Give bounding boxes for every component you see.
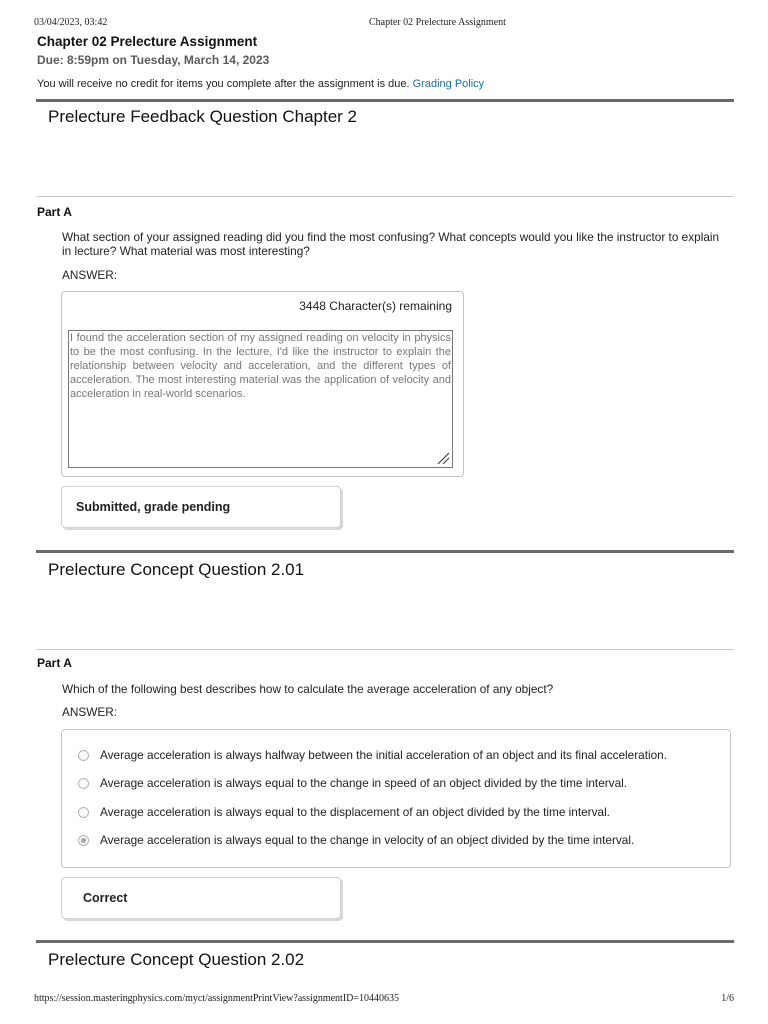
answer-label: ANSWER: — [62, 705, 118, 719]
choice-text: Average acceleration is always halfway between the initial acceleration of an object and its final acceleration. — [100, 748, 668, 762]
choice-text: Average acceleration is always equal to the displacement of an object divided by the time interval. — [100, 805, 610, 819]
answer-box — [61, 291, 464, 477]
resize-handle-icon[interactable] — [436, 451, 450, 465]
part-label: Part A — [37, 205, 72, 219]
status-text: Submitted, grade pending — [76, 500, 231, 514]
credit-note — [37, 78, 484, 90]
assignment-title: Chapter 02 Prelecture Assignment — [37, 34, 258, 49]
status-card — [61, 877, 341, 919]
page-number: 1/6 — [721, 993, 734, 1004]
question-title: Prelecture Feedback Question Chapter 2 — [48, 107, 358, 126]
due-date: Due: 8:59pm on Tuesday, March 14, 2023 — [37, 53, 270, 67]
choice-option[interactable] — [78, 747, 667, 763]
answer-textarea[interactable] — [68, 330, 453, 468]
question-prompt: Which of the following best describes how to calculate the average acceleration of any object? — [62, 682, 554, 696]
answer-choices — [61, 729, 731, 868]
choice-text: Average acceleration is always equal to the change in velocity of an object divided by the time interval. — [100, 833, 635, 847]
radio-button[interactable] — [78, 778, 89, 789]
choice-option[interactable] — [78, 775, 627, 791]
status-card — [61, 486, 341, 528]
grading-policy-link[interactable]: Grading Policy — [412, 78, 485, 90]
choice-text: Average acceleration is always equal to the change in speed of an object divided by the time interval. — [100, 776, 628, 790]
choice-option-selected[interactable] — [78, 832, 634, 848]
part-divider — [36, 196, 734, 197]
question-prompt: What section of your assigned reading did you find the most confusing? What concepts would you like the instructor to explain in lecture? What material was most interesting? — [62, 230, 720, 258]
status-text: Correct — [83, 891, 128, 905]
radio-button-selected[interactable] — [78, 835, 89, 846]
part-divider — [36, 649, 734, 650]
section-divider — [36, 550, 734, 553]
question-title: Prelecture Concept Question 2.01 — [48, 560, 305, 579]
radio-button[interactable] — [78, 750, 89, 761]
print-doc-title: Chapter 02 Prelecture Assignment — [369, 17, 506, 28]
answer-label: ANSWER: — [62, 268, 118, 282]
section-divider — [36, 99, 734, 102]
section-divider — [36, 940, 734, 943]
characters-remaining: 3448 Character(s) remaining — [299, 299, 452, 313]
print-url: https://session.masteringphysics.com/myct/assignmentPrintView?assignmentID=10440635 — [34, 993, 400, 1004]
answer-text: I found the acceleration section of my assigned reading on velocity in physics to be the most confusing. In the lecture, I'd like the instructor to explain the relationship between velocity and acceleration, and the different types of acceleration. The most interesting material was the application of velocity and acceleration in real-world scenarios. — [70, 332, 451, 400]
print-datetime: 03/04/2023, 03:42 — [34, 17, 108, 28]
part-label: Part A — [37, 656, 72, 670]
question-title: Prelecture Concept Question 2.02 — [48, 950, 305, 969]
radio-button[interactable] — [78, 807, 89, 818]
choice-option[interactable] — [78, 804, 610, 820]
credit-note-text: You will receive no credit for items you complete after the assignment is due. — [37, 78, 410, 90]
